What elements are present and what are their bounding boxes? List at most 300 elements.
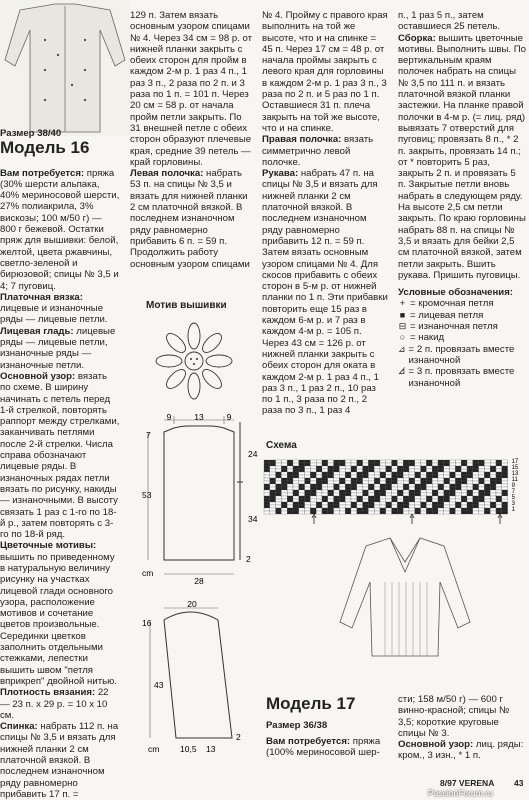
chart-cell: [276, 502, 282, 505]
back-dim-top-3: 9: [226, 412, 232, 422]
k2tog-purl-icon: ⊿: [398, 343, 406, 354]
chart-cell: [473, 499, 479, 502]
chart-cell: [334, 475, 340, 478]
chart-cell: [328, 505, 334, 508]
chart-cell: [368, 484, 374, 487]
chart-cell: [380, 472, 386, 475]
chart-cell: [363, 460, 369, 463]
chart-cell: [432, 508, 438, 511]
sleeve-dim-gap: 16: [142, 618, 152, 628]
chart-cell: [473, 466, 479, 469]
chart-cell: [502, 481, 508, 484]
chart-cell: [322, 499, 328, 502]
chart-cell: [397, 469, 403, 472]
chart-cell: [310, 466, 316, 469]
chart-cell: [351, 469, 357, 472]
chart-cell: [339, 460, 345, 463]
chart-cell: [334, 493, 340, 496]
chart-cell: [281, 496, 287, 499]
chart-cell: [479, 499, 485, 502]
chart-cell: [473, 496, 479, 499]
chart-cell: [357, 472, 363, 475]
chart-cell: [455, 487, 461, 490]
chart-cell: [264, 484, 270, 487]
chart-cell: [496, 478, 502, 481]
chart-cell: [479, 508, 485, 511]
chart-cell: [484, 481, 490, 484]
yarn-over-icon: ○: [399, 332, 406, 343]
chart-cell: [421, 493, 427, 496]
chart-cell: [270, 472, 276, 475]
chart-cell: [276, 463, 282, 466]
column-1: [0, 128, 120, 800]
chart-cell: [409, 499, 415, 502]
chart-cell: [426, 463, 432, 466]
chart-cell: [305, 511, 311, 514]
chart-cell: [322, 487, 328, 490]
chart-cell: [479, 511, 485, 514]
chart-cell: [502, 508, 508, 511]
chart-cell: [502, 487, 508, 490]
chart-cell: [450, 496, 456, 499]
chart-cell: [299, 469, 305, 472]
chart-cell: [403, 499, 409, 502]
chart-cell: [432, 505, 438, 508]
chart-cell: [281, 472, 287, 475]
chart-cell: [299, 508, 305, 511]
chart-cell: [339, 496, 345, 499]
chart-cell: [363, 487, 369, 490]
chart-cell: [357, 463, 363, 466]
chart-cell: [299, 511, 305, 514]
chart-cell: [444, 487, 450, 490]
chart-cell: [490, 481, 496, 484]
chart-cell: [345, 499, 351, 502]
chart-cell: [444, 502, 450, 505]
chart-cell: [334, 511, 340, 514]
chart-cell: [264, 499, 270, 502]
chart-cell: [363, 493, 369, 496]
chart-cell: [316, 505, 322, 508]
chart-cell: [270, 490, 276, 493]
chart-cell: [276, 487, 282, 490]
chart-cell: [484, 511, 490, 514]
chart-cell: [484, 469, 490, 472]
chart-cell: [490, 508, 496, 511]
chart-cell: [397, 511, 403, 514]
chart-cell: [438, 511, 444, 514]
legend-item: ⊿ = 2 п. провязать вместе изнаночной: [398, 343, 515, 366]
chart-cell: [461, 472, 467, 475]
chart-cell: [438, 472, 444, 475]
chart-cell: [276, 478, 282, 481]
chart-cell: [339, 466, 345, 469]
chart-cell: [386, 472, 392, 475]
schema-title: Схема: [266, 440, 297, 451]
chart-cell: [415, 469, 421, 472]
chart-cell: [328, 511, 334, 514]
chart-cell: [374, 484, 380, 487]
chart-cell: [264, 472, 270, 475]
chart-cell: [322, 463, 328, 466]
chart-cell: [357, 511, 363, 514]
chart-cell: [339, 493, 345, 496]
chart-cell: [345, 475, 351, 478]
chart-cell: [450, 472, 456, 475]
chart-cell: [415, 502, 421, 505]
chart-cell: [270, 493, 276, 496]
chart-cell: [426, 493, 432, 496]
chart-cell: [334, 484, 340, 487]
chart-cell: [490, 487, 496, 490]
chart-cell: [328, 502, 334, 505]
chart-cell: [299, 460, 305, 463]
chart-cell: [374, 466, 380, 469]
chart-cell: [473, 460, 479, 463]
p-osnovnoy: Основной узор: вязать по схеме. В ширину начинать с петель перед 1-й стрелкой, повторять раппорт между стрелками, заканчивать петлями после 2-й стрелки. Числа справа обозначают лицевые ряды. В изнаночных рядах петли вязать по рисунку, накиды — изнаночными. В высоту связать 1 раз с 1-го по 18-й р., затем повторять с 3-го по 18-й ряд.: [0, 370, 120, 541]
chart-cell: [287, 508, 293, 511]
chart-cell: [397, 505, 403, 508]
chart-cell: [386, 487, 392, 490]
chart-cell: [368, 481, 374, 484]
chart-cell: [461, 469, 467, 472]
chart-cell: [374, 475, 380, 478]
chart-cell: [421, 502, 427, 505]
chart-cell: [397, 490, 403, 493]
chart-cell: [484, 466, 490, 469]
chart-cell: [310, 460, 316, 463]
chart-cell: [392, 472, 398, 475]
chart-cell: [310, 505, 316, 508]
chart-cell: [310, 484, 316, 487]
chart-cell: [270, 505, 276, 508]
chart-cell: [310, 469, 316, 472]
chart-cell: [502, 505, 508, 508]
chart-cell: [484, 484, 490, 487]
column-2: [130, 10, 254, 270]
chart-cell: [299, 472, 305, 475]
chart-cell: [287, 511, 293, 514]
back-dim-side-1: 24: [248, 449, 258, 459]
chart-cell: [473, 508, 479, 511]
p-platochnaya: Платочная вязка: лицевые и изнаночные ряды — лицевые петли.: [0, 291, 108, 326]
chart-cell: [374, 499, 380, 502]
chart-cell: [438, 505, 444, 508]
chart-cell: [438, 484, 444, 487]
chart-cell: [293, 469, 299, 472]
chart-cell: [299, 490, 305, 493]
chart-cell: [409, 472, 415, 475]
row-number-label: 17: [511, 459, 519, 465]
chart-cell: [490, 511, 496, 514]
chart-cell: [368, 475, 374, 478]
chart-cell: [479, 469, 485, 472]
legend-item: + = кромочная петля: [399, 298, 494, 310]
chart-cell: [421, 505, 427, 508]
chart-cell: [397, 466, 403, 469]
chart-cell: [496, 493, 502, 496]
chart-cell: [409, 484, 415, 487]
chart-cell: [397, 508, 403, 511]
chart-cell: [380, 466, 386, 469]
chart-cell: [473, 511, 479, 514]
chart-cell: [484, 463, 490, 466]
chart-cell: [467, 469, 473, 472]
sleeve-unit: cm: [148, 744, 160, 754]
chart-cell: [496, 508, 502, 511]
chart-cell: [345, 481, 351, 484]
chart-cell: [415, 478, 421, 481]
chart-cell: [363, 496, 369, 499]
chart-cell: [345, 487, 351, 490]
back-continued: 129 п. Затем вязать основным узором спицами № 4. Через 34 см = 98 р. от нижней планки закрыть с обеих сторон для пройм в каждом 2-м р. 1 раз 4 п., 1 раз 3 п., 2 раза по 2 п. и 3 раза по 1 п. = 101 п. Через 20 см = 58 р. от начала пройм петли закрыть. По 31 внешней петле с обеих сторон образуют плечевые края, средние 39 петель — край горловины.: [130, 10, 253, 168]
chart-cell: [380, 484, 386, 487]
chart-cell: [363, 505, 369, 508]
chart-cell: [310, 463, 316, 466]
chart-cell: [490, 505, 496, 508]
legend-list: [398, 298, 526, 388]
chart-cell: [316, 484, 322, 487]
chart-cell: [386, 463, 392, 466]
chart-cell: [374, 460, 380, 463]
chart-cell: [444, 511, 450, 514]
chart-cell: [299, 478, 305, 481]
chart-cell: [467, 511, 473, 514]
chart-cell: [351, 472, 357, 475]
chart-cell: [339, 463, 345, 466]
chart-cell: [450, 484, 456, 487]
chart-cell: [334, 469, 340, 472]
chart-cell: [386, 475, 392, 478]
chart-cell: [426, 502, 432, 505]
chart-cell: [264, 463, 270, 466]
chart-cell: [305, 487, 311, 490]
chart-cell: [363, 469, 369, 472]
chart-cell: [496, 511, 502, 514]
chart-cell: [450, 463, 456, 466]
chart-cell: [473, 481, 479, 484]
knitting-chart: [262, 456, 529, 526]
sleeve-dim-b2: 13: [206, 744, 216, 754]
chart-cell: [351, 463, 357, 466]
chart-cell: [357, 508, 363, 511]
chart-cell: [432, 496, 438, 499]
chart-cell: [455, 508, 461, 511]
chart-cell: [351, 508, 357, 511]
flower-motif-icon: [148, 316, 240, 406]
chart-cell: [322, 496, 328, 499]
chart-cell: [444, 466, 450, 469]
back-dim-unit: cm: [142, 568, 154, 578]
chart-cell: [287, 481, 293, 484]
chart-cell: [316, 472, 322, 475]
chart-cell: [444, 484, 450, 487]
chart-cell: [363, 463, 369, 466]
chart-cell: [316, 460, 322, 463]
chart-cell: [281, 478, 287, 481]
chart-cell: [264, 487, 270, 490]
chart-cell: [374, 481, 380, 484]
chart-cell: [392, 463, 398, 466]
chart-cell: [426, 505, 432, 508]
k3tog-purl-icon: ⊿̸: [398, 366, 406, 377]
chart-cell: [276, 490, 282, 493]
chart-cell: [432, 478, 438, 481]
page-number: 43: [514, 778, 524, 788]
model17-right: сти; 158 м/50 г) — 600 г винно-красной; спицы № 3,5; короткие круговые спицы № 3. Основной узор: лиц. ряды: кром., 3 изн., * 1 п.: [398, 694, 524, 762]
chart-cell: [305, 466, 311, 469]
chart-cell: [484, 472, 490, 475]
chart-cell: [455, 481, 461, 484]
chart-cell: [467, 463, 473, 466]
chart-cell: [351, 511, 357, 514]
chart-cell: [490, 466, 496, 469]
chart-cell: [450, 505, 456, 508]
chart-cell: [345, 493, 351, 496]
chart-cell: [496, 499, 502, 502]
chart-cell: [432, 484, 438, 487]
chart-cell: [502, 496, 508, 499]
chart-cell: [322, 511, 328, 514]
chart-cell: [374, 505, 380, 508]
chart-cell: [380, 463, 386, 466]
chart-cell: [455, 466, 461, 469]
chart-cell: [392, 469, 398, 472]
chart-cell: [444, 499, 450, 502]
chart-cell: [444, 478, 450, 481]
chart-cell: [444, 493, 450, 496]
chart-cell: [403, 469, 409, 472]
chart-cell: [380, 502, 386, 505]
p-plotnost: Плотность вязания: 22 — 23 п. х 29 р. = 10 х 10 см.: [0, 687, 109, 721]
chart-cell: [455, 505, 461, 508]
chart-cell: [363, 466, 369, 469]
p-spinka: Спинка: набрать 112 п. на спицы № 3,5 и вязать для нижней планки 2 см платочной вязкой. В последнем изнаночном ряду равномерно прибавить 17 п. =: [0, 721, 119, 800]
chart-cell: [293, 478, 299, 481]
chart-cell: [409, 466, 415, 469]
p-materials: Вам потребуется: пряжа (30% шерсти альпака, 40% мериносовой шерсти, 27% полиакрила, 3% вискозы; 100 м/50 г) — 800 г бежевой. Остатки пряж для вышивки: белой, желтой, цвета ржавчины, светло-зеленой и бирюзовой; спицы № 3,5 и 4; 7 пуговиц.: [0, 167, 120, 292]
chart-cell: [421, 463, 427, 466]
chart-cell: [270, 484, 276, 487]
chart-cell: [322, 460, 328, 463]
chart-cell: [345, 490, 351, 493]
chart-cell: [461, 493, 467, 496]
chart-cell: [351, 499, 357, 502]
chart-cell: [281, 469, 287, 472]
chart-cell: [270, 478, 276, 481]
chart-cell: [409, 493, 415, 496]
chart-cell: [432, 466, 438, 469]
chart-cell: [270, 502, 276, 505]
chart-cell: [351, 481, 357, 484]
chart-cell: [305, 463, 311, 466]
chart-cell: [438, 466, 444, 469]
chart-cell: [455, 478, 461, 481]
chart-cell: [380, 487, 386, 490]
chart-cell: [380, 505, 386, 508]
chart-cell: [293, 496, 299, 499]
chart-cell: [426, 472, 432, 475]
chart-cell: [421, 499, 427, 502]
chart-cell: [403, 475, 409, 478]
chart-cell: [438, 487, 444, 490]
chart-cell: [473, 484, 479, 487]
chart-cell: [490, 469, 496, 472]
chart-cell: [380, 508, 386, 511]
chart-cell: [328, 487, 334, 490]
motif-title: Мотив вышивки: [146, 300, 227, 311]
chart-cell: [276, 499, 282, 502]
chart-cell: [432, 487, 438, 490]
chart-cell: [467, 496, 473, 499]
chart-cell: [421, 472, 427, 475]
back-dim-bottom: 28: [194, 576, 204, 586]
chart-cell: [473, 475, 479, 478]
chart-cell: [403, 478, 409, 481]
chart-cell: [444, 490, 450, 493]
chart-cell: [496, 466, 502, 469]
chart-cell: [432, 472, 438, 475]
chart-cell: [467, 493, 473, 496]
assembly: Сборка: вышить цветочные мотивы. Выполнить швы. По вертикальным краям полочек набрать на спицы № 3,5 по 111 п. и вязать платочной вязкой планки застежки. На планке правой полочки в 4-м р. (= лиц. ряд) вывязать 7 отверстий для пуговиц; провязать 8 п., * 2 п. закрыть, провязать 14 п.; от * повторить 5 раз, закрыть 2 п. и провязать 5 п. Закрытые петли вновь набрать в следующем ряду. На высоте 2,5 см петли закрыть. По краю горловины набрать 88 п. на спицы № 3,5 и вязать для бейки 2,5 см платочной вязкой, затем петли закрыть. Вшить рукава. Пришить пуговицы.: [398, 32, 526, 281]
chart-cell: [432, 475, 438, 478]
chart-cell: [270, 487, 276, 490]
chart-cell: [351, 484, 357, 487]
chart-cell: [363, 490, 369, 493]
chart-cell: [339, 469, 345, 472]
chart-cell: [334, 487, 340, 490]
chart-cell: [415, 487, 421, 490]
chart-cell: [368, 469, 374, 472]
chart-cell: [421, 490, 427, 493]
chart-cell: [397, 502, 403, 505]
chart-cell: [287, 487, 293, 490]
chart-cell: [479, 466, 485, 469]
chart-cell: [403, 511, 409, 514]
chart-cell: [450, 475, 456, 478]
chart-cell: [473, 505, 479, 508]
chart-cell: [496, 469, 502, 472]
chart-cell: [363, 481, 369, 484]
chart-cell: [281, 502, 287, 505]
chart-cell: [270, 463, 276, 466]
back-dim-side-2: 34: [248, 514, 258, 524]
chart-cell: [363, 499, 369, 502]
chart-cell: [403, 460, 409, 463]
chart-cell: [502, 469, 508, 472]
chart-cell: [426, 499, 432, 502]
chart-cell: [450, 478, 456, 481]
left-front-continued: № 4. Пройму с правого края выполнить на той же высоте, что и на спинке = 45 п. Через 17 см = 48 р. от начала проймы закрыть с левого края для горловины в каждом 2-м р. 1 раз 3 п., 3 раза по 2 п. и 5 раз по 1 п. Оставшиеся 31 п. плеча закрыть на той же высоте, что и на спинке.: [262, 10, 388, 134]
chart-cell: [467, 475, 473, 478]
chart-cell: [386, 496, 392, 499]
chart-cell: [467, 466, 473, 469]
chart-cell: [345, 472, 351, 475]
chart-cell: [409, 475, 415, 478]
chart-cell: [357, 466, 363, 469]
chart-cell: [473, 469, 479, 472]
chart-cell: [444, 475, 450, 478]
chart-cell: [316, 493, 322, 496]
chart-cell: [334, 499, 340, 502]
chart-cell: [357, 487, 363, 490]
chart-cell: [345, 460, 351, 463]
chart-cell: [386, 508, 392, 511]
chart-cell: [438, 460, 444, 463]
chart-cell: [397, 487, 403, 490]
chart-cell: [432, 463, 438, 466]
chart-cell: [450, 487, 456, 490]
